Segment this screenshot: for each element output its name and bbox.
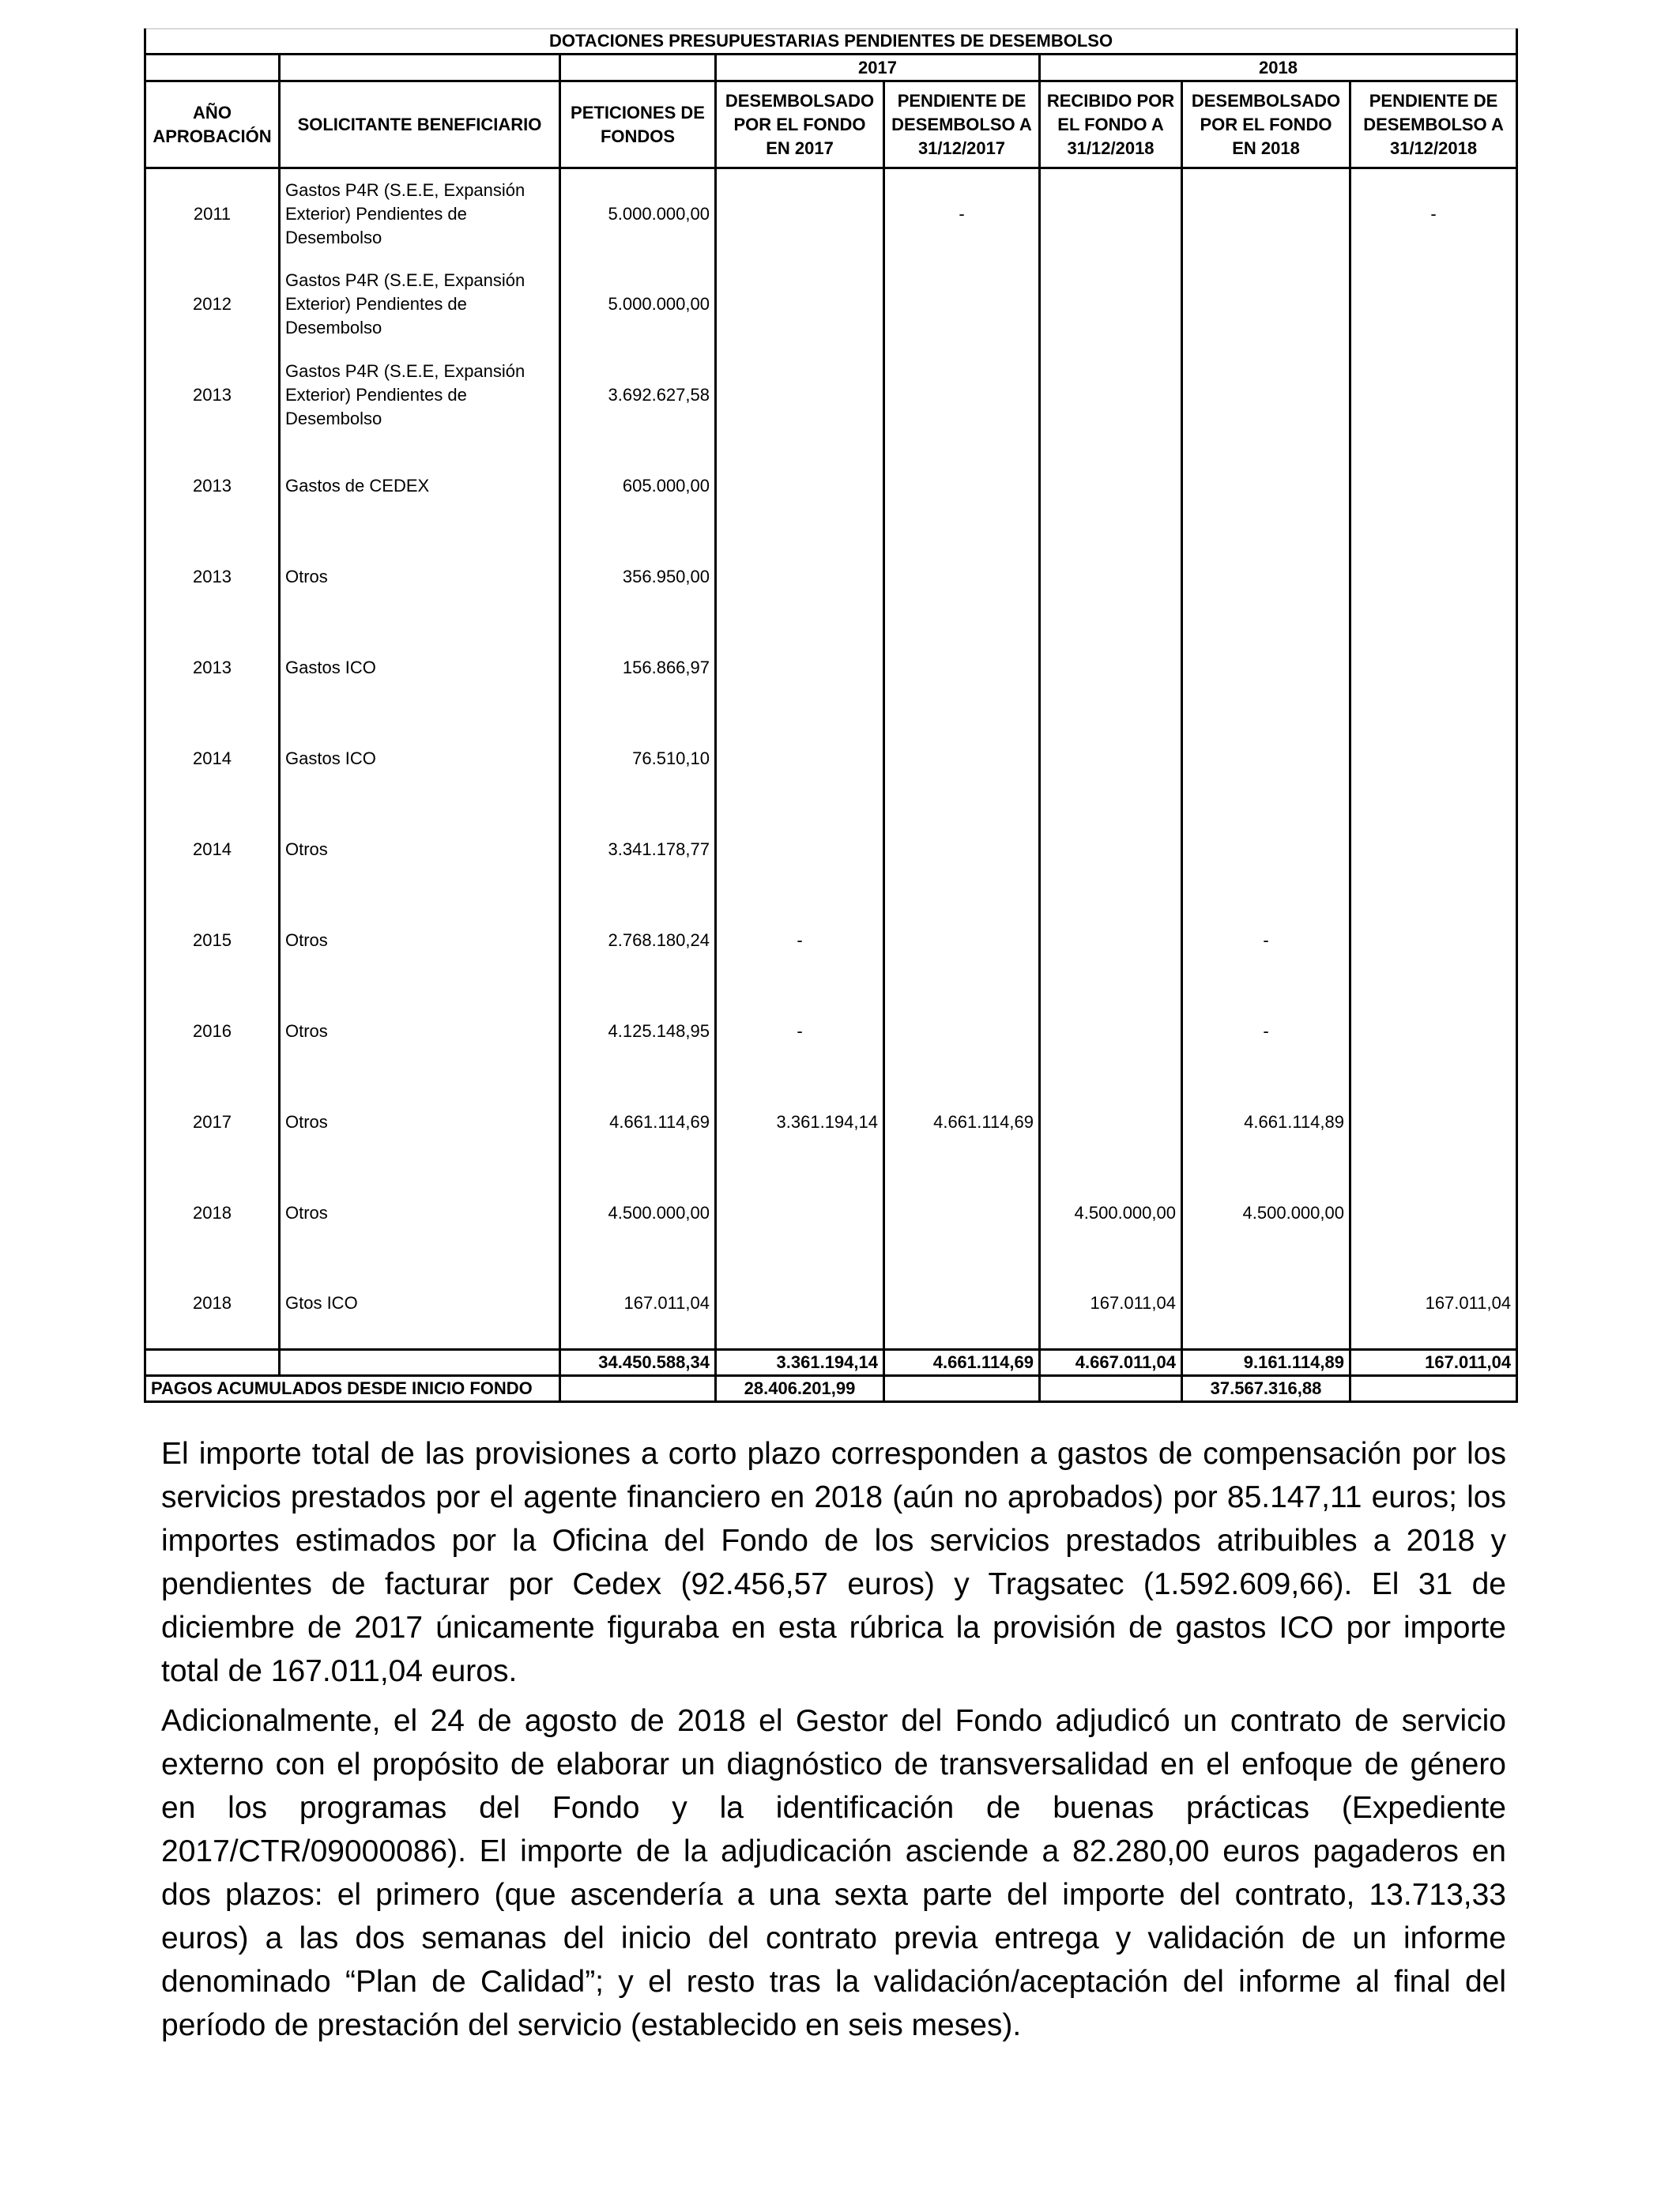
cell-desembolsado-2018: [1182, 168, 1350, 259]
total-pendiente-2018: 167.011,04: [1350, 1350, 1517, 1376]
cell-solicitante: Gastos P4R (S.E.E, Expansión Exterior) Pendientes de Desembolso: [280, 259, 560, 350]
cell-pendiente-2017: [884, 532, 1040, 623]
cell-desembolsado-2017: [716, 714, 884, 805]
cell-recibido-2018: 4.500.000,00: [1040, 1168, 1182, 1259]
table-title-row: [145, 29, 1517, 55]
table-row: [145, 350, 1517, 441]
cell-solicitante: Gastos ICO: [280, 623, 560, 714]
table-title: DOTACIONES PRESUPUESTARIAS PENDIENTES DE DESEMBOLSO: [145, 29, 1517, 55]
cell-ano: 2016: [145, 986, 280, 1077]
cell-desembolsado-2018: [1182, 623, 1350, 714]
cell-solicitante: Otros: [280, 1168, 560, 1259]
col-header-peticiones: PETICIONES DE FONDOS: [560, 81, 716, 168]
total-peticiones: 34.450.588,34: [560, 1350, 716, 1376]
cell-desembolsado-2017: [716, 350, 884, 441]
cell-peticiones: 4.661.114,69: [560, 1077, 716, 1168]
cell-desembolsado-2017: [716, 168, 884, 259]
cell-pendiente-2017: [884, 895, 1040, 986]
cell-desembolsado-2018: -: [1182, 986, 1350, 1077]
table-row: [145, 895, 1517, 986]
cell-pendiente-2017: 4.661.114,69: [884, 1077, 1040, 1168]
cell-pendiente-2017: [884, 1168, 1040, 1259]
cell-recibido-2018: [1040, 623, 1182, 714]
cell-recibido-2018: [1040, 259, 1182, 350]
cell-desembolsado-2017: [716, 805, 884, 895]
cell-recibido-2018: [1040, 441, 1182, 532]
cell-pendiente-2017: [884, 1259, 1040, 1350]
cell-pendiente-2017: [884, 350, 1040, 441]
total-recibido-2018: 4.667.011,04: [1040, 1350, 1182, 1376]
year-2018-header: 2018: [1040, 55, 1517, 81]
cell-peticiones: 3.341.178,77: [560, 805, 716, 895]
cell-peticiones: 5.000.000,00: [560, 168, 716, 259]
pagos-blank: [560, 1376, 716, 1402]
cell-pendiente-2018: [1350, 441, 1517, 532]
cell-pendiente-2018: [1350, 532, 1517, 623]
cell-ano: 2012: [145, 259, 280, 350]
cell-desembolsado-2017: [716, 259, 884, 350]
col-header-desembolsado-2017: DESEMBOLSADO POR EL FONDO EN 2017: [716, 81, 884, 168]
total-desembolsado-2018: 9.161.114,89: [1182, 1350, 1350, 1376]
cell-desembolsado-2018: [1182, 259, 1350, 350]
cell-desembolsado-2018: [1182, 1259, 1350, 1350]
cell-solicitante: Otros: [280, 1077, 560, 1168]
cell-ano: 2014: [145, 805, 280, 895]
cell-pendiente-2018: [1350, 714, 1517, 805]
cell-peticiones: 5.000.000,00: [560, 259, 716, 350]
cell-peticiones: 167.011,04: [560, 1259, 716, 1350]
cell-pendiente-2018: [1350, 986, 1517, 1077]
cell-solicitante: Otros: [280, 532, 560, 623]
cell-peticiones: 4.500.000,00: [560, 1168, 716, 1259]
table-row: [145, 986, 1517, 1077]
pagos-blank: [1040, 1376, 1182, 1402]
cell-recibido-2018: [1040, 714, 1182, 805]
cell-desembolsado-2018: [1182, 714, 1350, 805]
cell-peticiones: 4.125.148,95: [560, 986, 716, 1077]
year-header-blank: [280, 55, 560, 81]
cell-solicitante: Gtos ICO: [280, 1259, 560, 1350]
cell-pendiente-2017: -: [884, 168, 1040, 259]
cell-desembolsado-2017: [716, 1168, 884, 1259]
col-header-recibido-2018: RECIBIDO POR EL FONDO A 31/12/2018: [1040, 81, 1182, 168]
paragraph-provisiones: El importe total de las provisiones a corto plazo corresponden a gastos de compensación por los servicios prestados por el agente financiero en 2018 (aún no aprobados) por 85.147,11 euros; los importes estimados por la Oficina del Fondo de los servicios prestados atribuibles a 2018 y pendientes de facturar por Cedex (92.456,57 euros) y Tragsatec (1.592.609,66). El 31 de diciembre de 2017 únicamente figuraba en esta rúbrica la provisión de gastos ICO por importe total de 167.011,04 euros.: [161, 1437, 1506, 1688]
cell-desembolsado-2017: -: [716, 895, 884, 986]
cell-peticiones: 76.510,10: [560, 714, 716, 805]
paragraph-contrato: Adicionalmente, el 24 de agosto de 2018 el Gestor del Fondo adjudicó un contrato de servicio externo con el propósito de elaborar un diagnóstico de transversalidad en el enfoque de género en los programas del Fondo y la identificación de buenas prácticas (Expediente 2017/CTR/09000086). El importe de la adjudicación asciende a 82.280,00 euros pagaderos en dos plazos: el primero (que ascendería a una sexta parte del importe del contrato, 13.713,33 euros) a las dos semanas del inicio del contrato previa entrega y validación de un informe denominado “Plan de Calidad”; y el resto tras la validación/aceptación del informe al final del período de prestación del servicio (establecido en seis meses).: [161, 1704, 1506, 2042]
cell-ano: 2017: [145, 1077, 280, 1168]
cell-desembolsado-2017: [716, 532, 884, 623]
cell-ano: 2018: [145, 1168, 280, 1259]
cell-ano: 2014: [145, 714, 280, 805]
table-row: [145, 623, 1517, 714]
cell-desembolsado-2017: [716, 623, 884, 714]
cell-solicitante: Gastos ICO: [280, 714, 560, 805]
cell-recibido-2018: [1040, 805, 1182, 895]
cell-ano: 2011: [145, 168, 280, 259]
cell-recibido-2018: [1040, 1077, 1182, 1168]
pagos-blank: [1350, 1376, 1517, 1402]
cell-pendiente-2017: [884, 623, 1040, 714]
cell-peticiones: 605.000,00: [560, 441, 716, 532]
col-header-pendiente-2017: PENDIENTE DE DESEMBOLSO A 31/12/2017: [884, 81, 1040, 168]
cell-desembolsado-2017: [716, 441, 884, 532]
cell-solicitante: Gastos de CEDEX: [280, 441, 560, 532]
year-header-blank: [145, 55, 280, 81]
cell-solicitante: Gastos P4R (S.E.E, Expansión Exterior) Pendientes de Desembolso: [280, 168, 560, 259]
cell-ano: 2018: [145, 1259, 280, 1350]
total-pendiente-2017: 4.661.114,69: [884, 1350, 1040, 1376]
cell-recibido-2018: [1040, 986, 1182, 1077]
cell-peticiones: 156.866,97: [560, 623, 716, 714]
cell-desembolsado-2017: [716, 1259, 884, 1350]
cell-pendiente-2017: [884, 441, 1040, 532]
cell-pendiente-2018: [1350, 805, 1517, 895]
totals-row: [145, 1350, 1517, 1376]
col-header-desembolsado-2018: DESEMBOLSADO POR EL FONDO EN 2018: [1182, 81, 1350, 168]
table-row: [145, 532, 1517, 623]
cell-ano: 2013: [145, 623, 280, 714]
cell-recibido-2018: [1040, 895, 1182, 986]
total-blank: [145, 1350, 280, 1376]
cell-peticiones: 356.950,00: [560, 532, 716, 623]
cell-solicitante: Otros: [280, 805, 560, 895]
cell-pendiente-2017: [884, 259, 1040, 350]
cell-peticiones: 3.692.627,58: [560, 350, 716, 441]
cell-solicitante: Otros: [280, 986, 560, 1077]
cell-solicitante: Otros: [280, 895, 560, 986]
cell-desembolsado-2018: -: [1182, 895, 1350, 986]
cell-desembolsado-2018: [1182, 532, 1350, 623]
cell-pendiente-2017: [884, 714, 1040, 805]
cell-ano: 2013: [145, 532, 280, 623]
cell-pendiente-2018: [1350, 259, 1517, 350]
cell-recibido-2018: [1040, 532, 1182, 623]
cell-desembolsado-2018: 4.500.000,00: [1182, 1168, 1350, 1259]
pagos-acumulados-row: [145, 1376, 1517, 1402]
table-row: [145, 714, 1517, 805]
cell-recibido-2018: [1040, 168, 1182, 259]
cell-desembolsado-2018: 4.661.114,89: [1182, 1077, 1350, 1168]
cell-recibido-2018: [1040, 350, 1182, 441]
cell-desembolsado-2017: -: [716, 986, 884, 1077]
cell-pendiente-2018: [1350, 1168, 1517, 1259]
cell-pendiente-2018: [1350, 895, 1517, 986]
total-desembolsado-2017: 3.361.194,14: [716, 1350, 884, 1376]
col-header-pendiente-2018: PENDIENTE DE DESEMBOLSO A 31/12/2018: [1350, 81, 1517, 168]
table-row: [145, 259, 1517, 350]
cell-pendiente-2018: 167.011,04: [1350, 1259, 1517, 1350]
cell-pendiente-2018: [1350, 623, 1517, 714]
cell-ano: 2015: [145, 895, 280, 986]
total-blank: [280, 1350, 560, 1376]
table-row: [145, 1168, 1517, 1259]
pagos-label: PAGOS ACUMULADOS DESDE INICIO FONDO: [145, 1376, 560, 1402]
cell-desembolsado-2018: [1182, 350, 1350, 441]
cell-pendiente-2017: [884, 805, 1040, 895]
cell-pendiente-2018: [1350, 350, 1517, 441]
cell-pendiente-2018: -: [1350, 168, 1517, 259]
table-row: [145, 168, 1517, 259]
pagos-desembolsado-2017: 28.406.201,99: [716, 1376, 884, 1402]
cell-recibido-2018: 167.011,04: [1040, 1259, 1182, 1350]
cell-desembolsado-2018: [1182, 441, 1350, 532]
col-header-solicitante: SOLICITANTE BENEFICIARIO: [280, 81, 560, 168]
cell-desembolsado-2017: 3.361.194,14: [716, 1077, 884, 1168]
year-header-row: [145, 55, 1517, 81]
year-header-blank: [560, 55, 716, 81]
table-row: [145, 1077, 1517, 1168]
cell-pendiente-2018: [1350, 1077, 1517, 1168]
pagos-blank: [884, 1376, 1040, 1402]
cell-desembolsado-2018: [1182, 805, 1350, 895]
cell-ano: 2013: [145, 441, 280, 532]
table-row: [145, 1259, 1517, 1350]
cell-pendiente-2017: [884, 986, 1040, 1077]
table-row: [145, 805, 1517, 895]
cell-solicitante: Gastos P4R (S.E.E, Expansión Exterior) Pendientes de Desembolso: [280, 350, 560, 441]
pagos-desembolsado-2018: 37.567.316,88: [1182, 1376, 1350, 1402]
cell-ano: 2013: [145, 350, 280, 441]
table-row: [145, 441, 1517, 532]
column-header-row: [145, 81, 1517, 168]
dotaciones-table: [144, 28, 1518, 1403]
col-header-ano: AÑO APROBACIÓN: [145, 81, 280, 168]
cell-peticiones: 2.768.180,24: [560, 895, 716, 986]
year-2017-header: 2017: [716, 55, 1040, 81]
